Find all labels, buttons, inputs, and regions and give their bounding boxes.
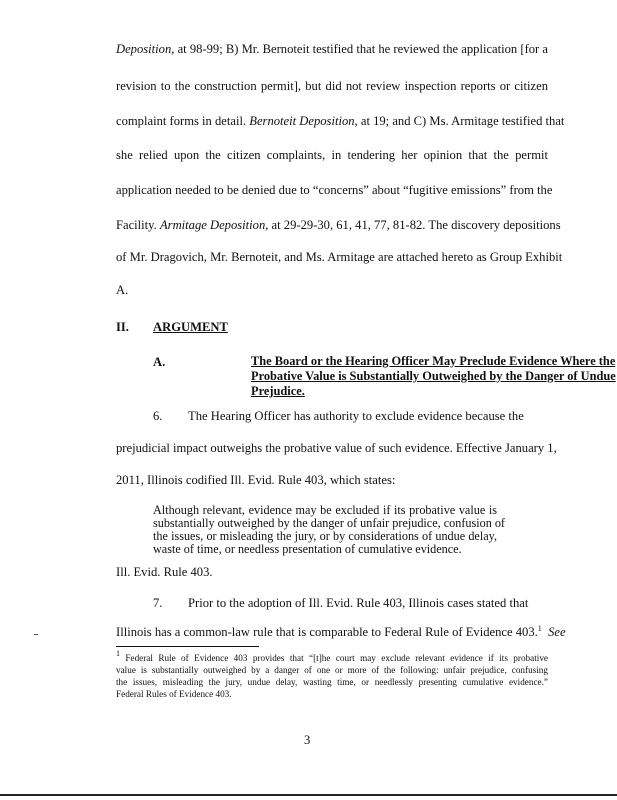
paragraph-number: 6. xyxy=(153,409,163,423)
body-line xyxy=(116,113,565,129)
body-line xyxy=(116,624,566,640)
footnote-line: value is substantially outweighed by a danger of one or more of the following: unfair prejudice, confusing xyxy=(116,665,548,675)
footnote-line: the issues, misleading the jury, undue delay, wasting time, or needlessly presenting cumulative evidence.” xyxy=(116,677,548,687)
body-line: application needed to be denied due to “concerns” about “fugitive emissions” from the xyxy=(116,183,553,197)
text: Facility. xyxy=(116,218,160,232)
body-line: The Hearing Officer has authority to exclude evidence because the xyxy=(188,409,524,423)
body-line: Prior to the adoption of Ill. Evid. Rule 403, Illinois cases stated that xyxy=(188,596,529,610)
subsection-number: A. xyxy=(153,355,166,369)
text: Illinois has a common-law rule that is comparable to Federal Rule of Evidence 403. xyxy=(116,625,538,639)
citation: Bernoteit Deposition, xyxy=(249,114,358,128)
citation: Ill. Evid. Rule 403. xyxy=(116,565,213,579)
page-edge xyxy=(0,794,617,796)
block-quote-line: Although relevant, evidence may be excluded if its probative value is xyxy=(153,503,497,517)
section-title: ARGUMENT xyxy=(153,320,228,334)
subsection-heading-line: Probative Value is Substantially Outweighed by the Danger of Undue xyxy=(251,369,616,383)
text: complaint forms in detail. xyxy=(116,114,250,128)
body-line: she relied upon the citizen complaints, in tendering her opinion that the permit xyxy=(116,148,548,162)
subsection-heading-line: The Board or the Hearing Officer May Preclude Evidence Where the xyxy=(251,354,616,368)
block-quote-line: the issues, or misleading the jury, or by considerations of undue delay, xyxy=(153,529,497,543)
margin-mark xyxy=(34,634,38,635)
text: at 29-29-30, 61, 41, 77, 81-82. The discovery depositions xyxy=(268,218,561,232)
subsection-heading-line: Prejudice. xyxy=(251,384,305,398)
page-number: 3 xyxy=(304,733,311,747)
body-line: of Mr. Dragovich, Mr. Bernoteit, and Ms. Armitage are attached hereto as Group Exhibit xyxy=(116,250,563,264)
footnote-marker: 1 xyxy=(116,649,120,658)
section-number: II. xyxy=(116,320,129,334)
body-line xyxy=(116,217,561,233)
body-line: prejudicial impact outweighs the probative value of such evidence. Effective January 1, xyxy=(116,441,557,455)
footnote-ref[interactable]: 1 xyxy=(537,624,542,633)
block-quote-line: substantially outweighed by the danger of unfair prejudice, confusion of xyxy=(153,516,505,530)
text: at 19; and C) Ms. Armitage testified that xyxy=(357,114,565,128)
citation: Deposition, xyxy=(116,42,175,56)
footnote-line: Federal Rules of Evidence 403. xyxy=(116,689,232,699)
text: Federal Rule of Evidence 403 provides that “[t]he court may exclude relevant evidence if its probative xyxy=(120,653,548,663)
footnote-divider xyxy=(116,646,259,647)
paragraph-number: 7. xyxy=(153,596,163,610)
body-line: 2011, Illinois codified Ill. Evid. Rule 403, which states: xyxy=(116,473,396,487)
signal: See xyxy=(548,625,566,639)
block-quote-line: waste of time, or needless presentation of cumulative evidence. xyxy=(153,542,462,556)
body-line xyxy=(116,41,548,57)
citation: Armitage Deposition, xyxy=(159,218,269,232)
text: at 98-99; B) Mr. Bernoteit testified that he reviewed the application [for a xyxy=(174,42,548,56)
footnote-line xyxy=(116,649,548,664)
body-line: A. xyxy=(116,283,129,297)
body-line: revision to the construction permit], but did not review inspection reports or citizen xyxy=(116,79,548,93)
